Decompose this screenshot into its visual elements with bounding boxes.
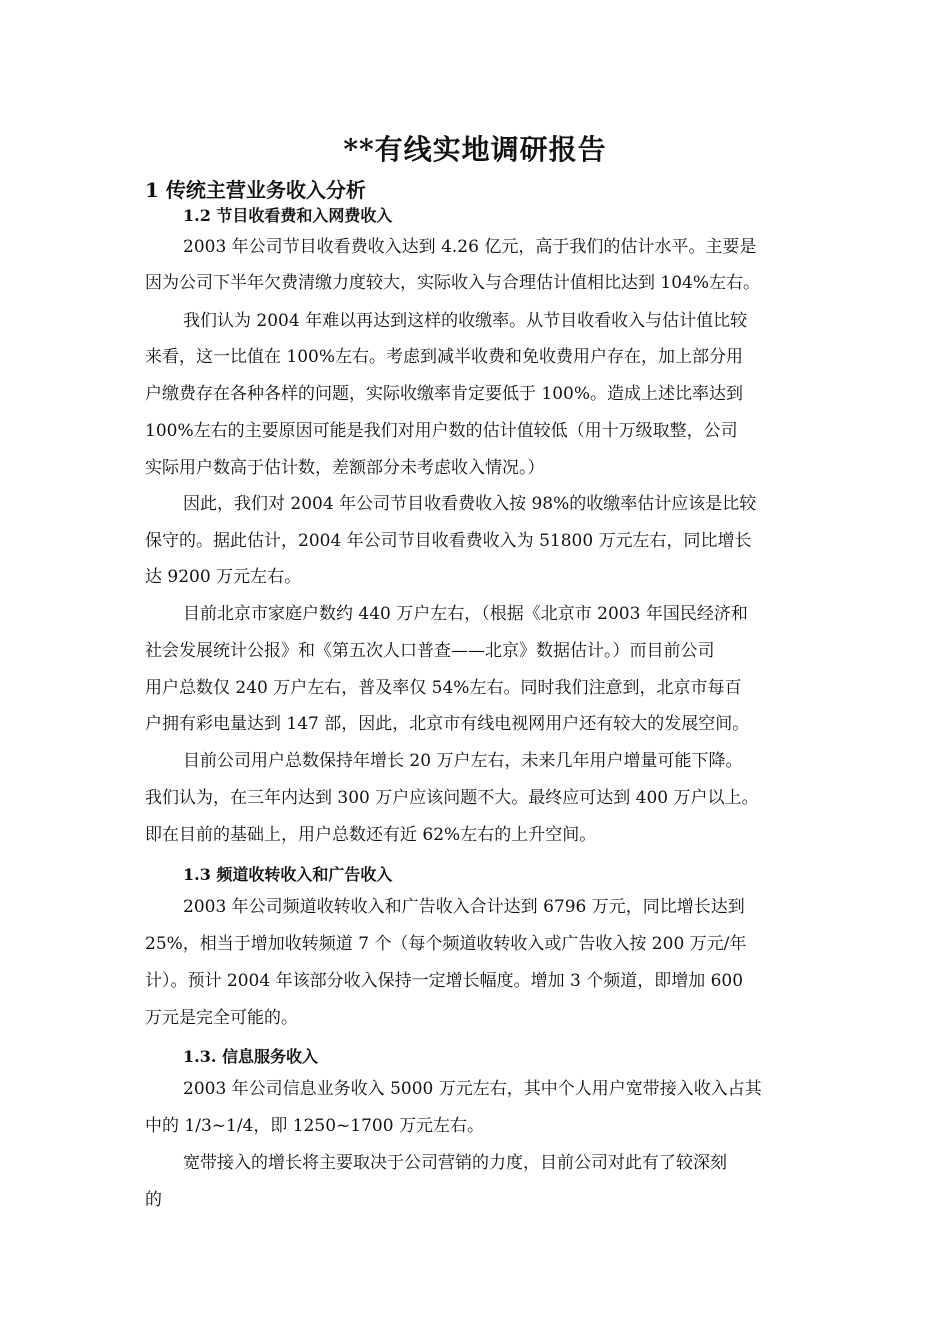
paragraph-line: 达 9200 万元左右。	[145, 567, 302, 587]
paragraph-line: 保守的。据此估计，2004 年公司节目收看费收入为 51800 万元左右，同比增长	[145, 531, 752, 551]
paragraph-line: 2003 年公司信息业务收入 5000 万元左右，其中个人用户宽带接入收入占其	[183, 1079, 762, 1099]
paragraph-line: 实际用户数高于估计数，差额部分未考虑收入情况。）	[145, 458, 545, 478]
paragraph-line: 因为公司下半年欠费清缴力度较大，实际收入与合理估计值相比达到 104%左右。	[145, 273, 761, 293]
paragraph-line: 户缴费存在各种各样的问题，实际收缴率肯定要低于 100%。造成上述比率达到	[145, 384, 744, 404]
paragraph-line: 计）。预计 2004 年该部分收入保持一定增长幅度。增加 3 个频道，即增加 600	[145, 971, 744, 991]
paragraph-line: 户拥有彩电量达到 147 部，因此，北京市有线电视网用户还有较大的发展空间。	[145, 714, 750, 734]
paragraph-line: 因此，我们对 2004 年公司节目收看费收入按 98%的收缴率估计应该是比较	[183, 494, 757, 514]
subsection-1-3-info-heading: 1.3. 信息服务收入	[183, 1047, 318, 1066]
paragraph-line: 25%，相当于增加收转频道 7 个（每个频道收转收入或广告收入按 200 万元/年	[145, 934, 747, 954]
paragraph-line: 我们认为，在三年内达到 300 万户应该问题不大。最终应可达到 400 万户以上。	[145, 788, 759, 808]
subsection-1-3-heading: 1.3 频道收转收入和广告收入	[183, 865, 393, 884]
paragraph-line: 中的 1/3~1/4，即 1250~1700 万元左右。	[145, 1116, 484, 1136]
paragraph-line: 来看，这一比值在 100%左右。考虑到减半收费和免收费用户存在，加上部分用	[145, 347, 744, 367]
document-title: **有线实地调研报告	[343, 133, 607, 166]
paragraph-line: 100%左右的主要原因可能是我们对用户数的估计值较低（用十万级取整，公司	[145, 421, 738, 441]
paragraph-line: 2003 年公司节目收看费收入达到 4.26 亿元，高于我们的估计水平。主要是	[183, 237, 757, 257]
subsection-1-2-heading: 1.2 节目收看费和入网费收入	[183, 206, 393, 225]
paragraph-line: 即在目前的基础上，用户总数还有近 62%左右的上升空间。	[145, 825, 597, 845]
paragraph-line: 宽带接入的增长将主要取决于公司营销的力度，目前公司对此有了较深刻	[183, 1153, 727, 1173]
paragraph-line: 社会发展统计公报》和《第五次人口普查——北京》数据估计。）而目前公司	[145, 641, 715, 661]
paragraph-line: 我们认为 2004 年难以再达到这样的收缴率。从节目收看收入与估计值比较	[183, 311, 748, 331]
section-1-heading: 1 传统主营业务收入分析	[145, 178, 366, 202]
paragraph-line: 目前公司用户总数保持年增长 20 万户左右，未来几年用户增量可能下降。	[183, 751, 743, 771]
paragraph-line: 目前北京市家庭户数约 440 万户左右，（根据《北京市 2003 年国民经济和	[183, 604, 748, 624]
paragraph-line: 的	[145, 1190, 162, 1210]
paragraph-line: 用户总数仅 240 万户左右，普及率仅 54%左右。同时我们注意到，北京市每百	[145, 678, 742, 698]
paragraph-line: 2003 年公司频道收转收入和广告收入合计达到 6796 万元，同比增长达到	[183, 897, 745, 917]
paragraph-line: 万元是完全可能的。	[145, 1008, 298, 1028]
